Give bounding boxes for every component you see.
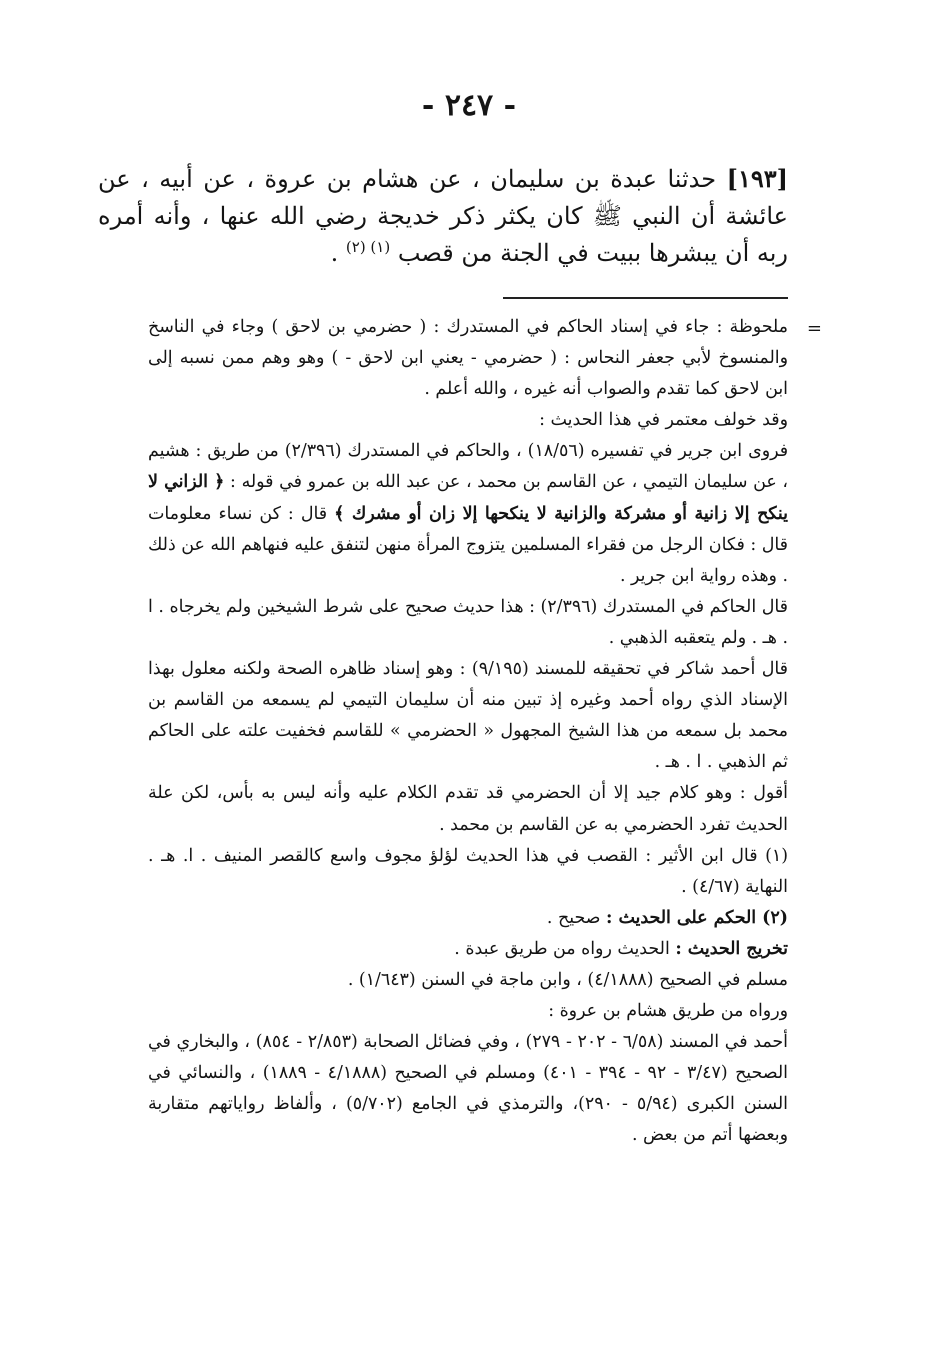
footnote-1: (١) قال ابن الأثير : القصب في هذا الحديث لؤلؤ مجوف واسع كالقصر المنيف . ا. هـ . النهاية (٤/٦٧) . [148,845,788,897]
note-hakim: قال الحاكم في المستدرك (٢/٣٩٦) : هذا حديث صحيح على شرط الشيخين ولم يخرجاه . ا . هـ . ولم يتعقبه الذهبي . [148,596,788,648]
takhrij [148,934,788,965]
note-author: أقول : وهو كلام جيد إلا أن الحضرمي قد تقدم الكلام عليه وأنه ليس به بأس، لكن علة الحديث تفرد الحضرمي به عن القاسم بن محمد . [148,783,788,835]
note-contradiction: وقد خولف معتمر في هذا الحديث : [539,410,788,431]
hadith-body: حدثنا عبدة بن سليمان ، عن هشام بن عروة ، عن أبيه ، عن عائشة أن النبي ﷺ كان يكثر ذكر خديجة رضي الله عنها ، وأنه أمره ربه أن يبشرها ببيت في الجنة من قصب [98,165,788,267]
note-remark: ملحوظة : جاء في إسناد الحاكم في المستدرك : ( حضرمي بن لاحق ) وجاء في الناسخ والمنسوخ لأبي جعفر النحاس : ( حضرمي - يعني ابن لاحق - ) وهو وهم ممن نسبه إلى ابن لاحق كما تقدم والصواب أنه غيره ، والله أعلم . [148,317,788,400]
footnote-refs: (١) (٢) [345,238,391,256]
ruling-label: (٢) الحكم على الحديث : [605,907,788,928]
continuation-mark: = [806,318,822,339]
footnote-separator [503,297,788,299]
footnote-2 [148,903,788,934]
footnotes [148,312,788,1152]
note-ibn-jarir-intro: فروى ابن جرير في تفسيره (١٨/٥٦) ، والحاكم في المستدرك (٢/٣٩٦) من طريق : هشيم ، عن سليمان التيمي ، عن القاسم بن محمد ، عن عبد الله بن عمرو في قوله : [148,441,789,493]
note-muslim: مسلم في الصحيح (٤/١٨٨٨) ، وابن ماجة في السنن (١/٦٤٣) . [347,969,788,990]
ruling-value: صحيح . [546,907,601,928]
takhrij-label: تخريج الحديث : [675,938,788,959]
page-number: - ٢٤٧ - [421,88,517,123]
quran-verse: ﴿ الزاني لا ينكح إلا زانية أو مشركة والزانية لا ينكحها إلا زان أو مشرك ﴾ [148,472,789,524]
hadith-number: [١٩٣] [726,164,788,193]
note-sources: أحمد في المسند (٦/٥٨ - ٢٠٢ - ٢٧٩) ، وفي فضائل الصحابة (٢/٨٥٣ - ٨٥٤) ، والبخاري في الصحيح (٣/٤٧ - ٩٢ - ٣٩٤ - ٤٠١) ومسلم في الصحيح (٤/١٨٨٨ - ١٨٨٩) ، والنسائي في السنن الكبرى (٥/٩٤ - ٢٩٠)، والترمذي في الجامع (٥/٧٠٢) ، وألفاظ رواياتهم متقاربة وبعضها أتم من بعض . [148,1032,789,1146]
note-hisham: ورواه من طريق هشام بن عروة : [548,1001,788,1022]
hadith-end: . [330,239,346,267]
note-ibn-jarir [148,436,788,591]
note-ibn-jarir-rest: قال : كن نساء معلومات قال : فكان الرجل من فقراء المسلمين يتزوج المرأة منهن لتنفق عليه فنهاهم الله عن ذلك . وهذه رواية ابن جرير . [148,503,788,586]
takhrij-value: الحديث رواه من طريق عبدة . [454,938,670,959]
note-shakir: قال أحمد شاكر في تحقيقه للمسند (٩/١٩٥) : وهو إسناد ظاهره الصحة ولكنه معلول بهذا الإسناد الذي رواه أحمد وغيره إذ تبين منه أن سليمان التيمي لم يسمعه من القاسم بن محمد بل سمعه من هذا الشيخ المجهول « الحضرمي » للقاسم فخفيت علته على الحاكم ثم الذهبي . ا . هـ . [148,659,788,773]
hadith-text [98,160,788,272]
